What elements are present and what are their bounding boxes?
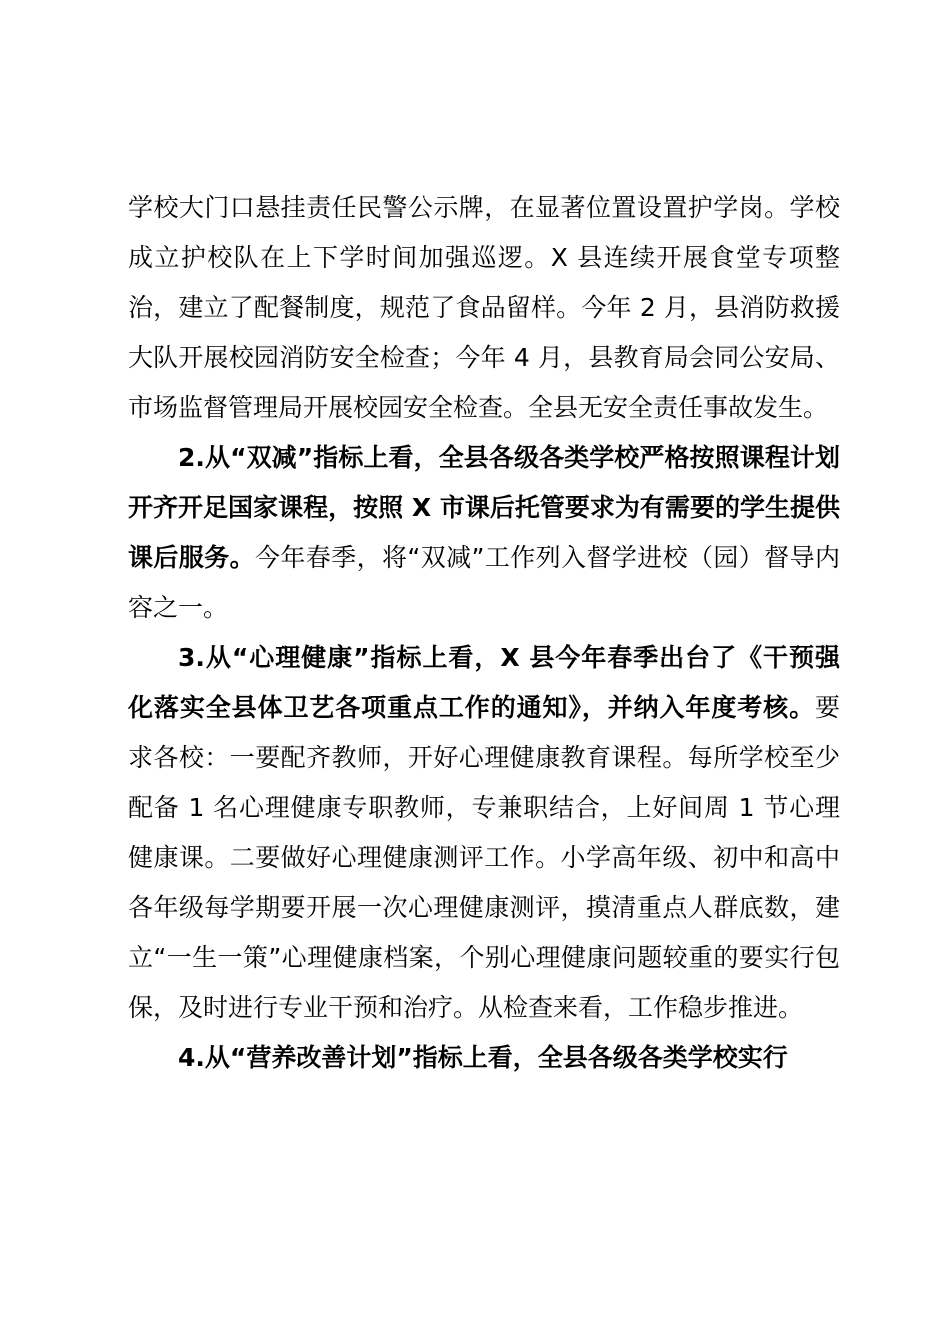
paragraph-4-bold-lead: 4.从“营养改善计划”指标上看，全县各级各类学校实行 (178, 1043, 788, 1072)
paragraph-3-bold-lead: 3.从“心理健康”指标上看，X 县今年春季出台了《干预强化落实全县体卫艺各项重点工作的通知》，并纳入年度考核。 (128, 643, 840, 722)
paragraph-mental-health (128, 633, 840, 1033)
paragraph-safety-continued (128, 183, 840, 433)
paragraph-3-text: 要求各校：一要配齐教师，开好心理健康教育课程。每所学校至少配备 1 名心理健康专职教师，专兼职结合，上好间周 1 节心理健康课。二要做好心理健康测评工作。小学高年级、初中和高中各年级每学期要开展一次心理健康测评，摸清重点人群底数，建立“一生一策”心理健康档案，个别心理健康问题较重的要实行包保，及时进行专业干预和治疗。从检查来看，工作稳步推进。 (128, 693, 840, 1022)
paragraph-double-reduction (128, 433, 840, 633)
paragraph-1-text: 学校大门口悬挂责任民警公示牌，在显著位置设置护学岗。学校成立护校队在上下学时间加强巡逻。X 县连续开展食堂专项整治，建立了配餐制度，规范了食品留样。今年 2 月，县消防救援大队开展校园消防安全检查；今年 4 月，县教育局会同公安局、市场监督管理局开展校园安全检查。全县无安全责任事故发生。 (128, 193, 840, 422)
paragraph-2-bold-lead: 2.从“双减”指标上看，全县各级各类学校严格按照课程计划开齐开足国家课程，按照 X 市课后托管要求为有需要的学生提供课后服务。 (128, 443, 840, 572)
paragraph-2-text: 今年春季，将“双减”工作列入督学进校（园）督导内容之一。 (128, 543, 840, 622)
document-body (128, 183, 840, 1083)
paragraph-nutrition-plan (128, 1033, 840, 1083)
